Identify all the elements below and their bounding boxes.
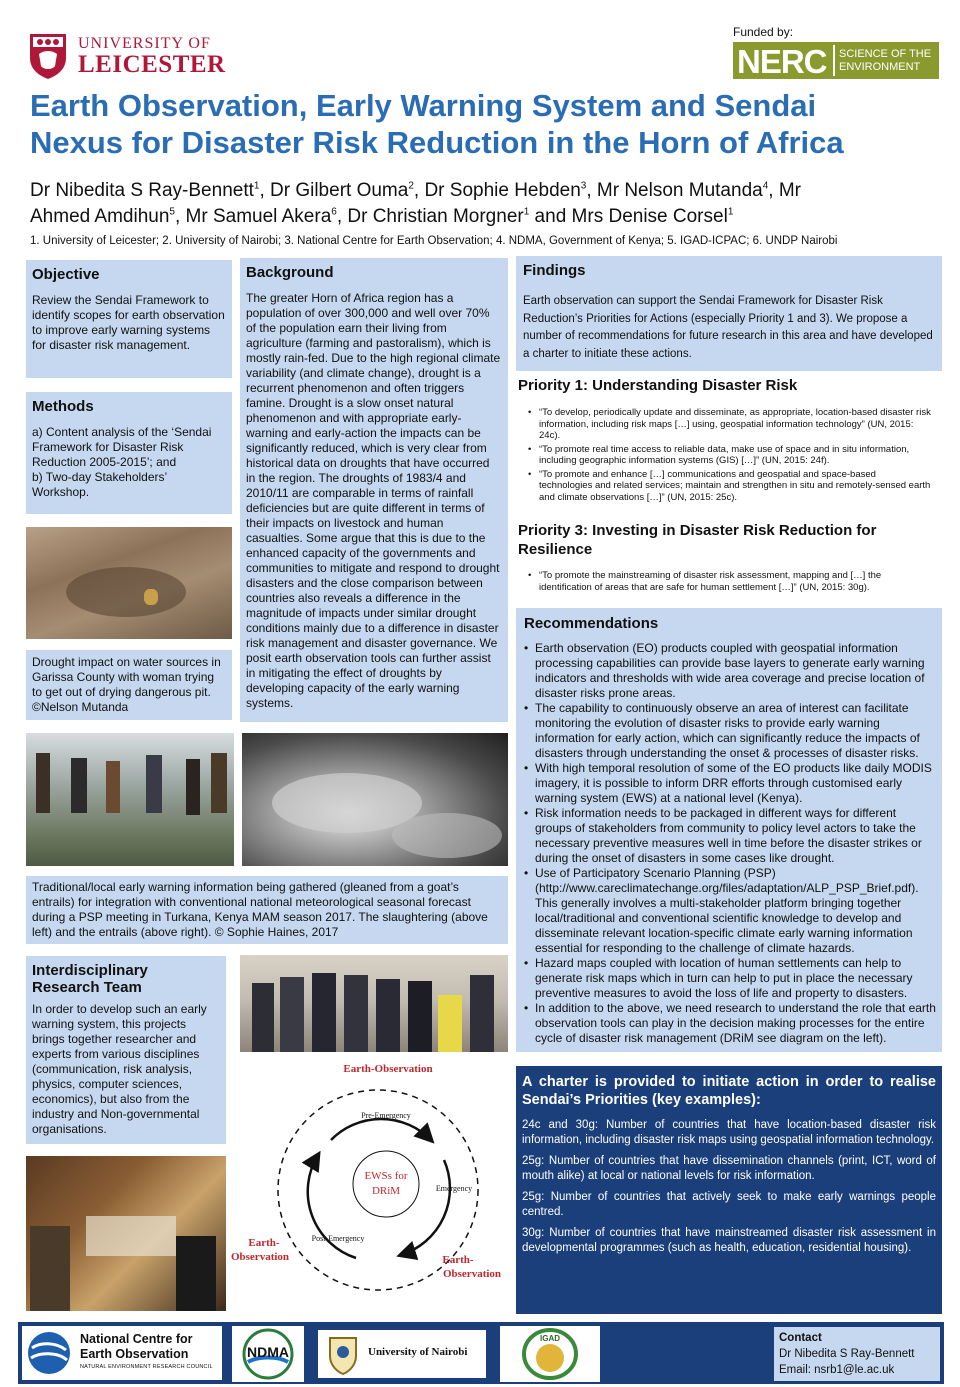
contact-email: Email: nsrb1@le.ac.uk	[779, 1364, 895, 1376]
person-shape	[106, 761, 120, 813]
diagram-label-top: Earth-Observation	[343, 1063, 433, 1075]
charter-title: A charter is provided to initiate action in order to realise Sendai’s Priorities (key examples):	[522, 1074, 936, 1108]
university-name-line2: LEICESTER	[78, 51, 226, 78]
author-affil: 6	[331, 206, 337, 218]
table-shape	[86, 1216, 176, 1256]
globe-icon	[26, 1330, 72, 1376]
person-shape	[146, 755, 162, 813]
priority1-list	[526, 407, 931, 505]
nairobi-text: University of Nairobi	[368, 1346, 468, 1358]
author-name: and Mrs Denise Corsel	[529, 206, 728, 227]
objective-text: Review the Sendai Framework to identify scopes for earth observation to improve early warning systems for disaster risk management.	[32, 293, 225, 352]
drought-caption: Drought impact on water sources in Garissa County with woman trying to get out of drying dangerous pit. ©Nelson Mutanda	[32, 655, 221, 714]
authors-line2	[30, 204, 940, 230]
person-shape	[252, 983, 274, 1052]
findings-panel	[516, 256, 942, 371]
team-panel	[26, 956, 226, 1144]
diagram-label-right-2: Observation	[442, 1268, 502, 1280]
charter-item: 24c and 30g: Number of countries that have location-based disaster risk information, including disaster risk maps using geospatial information technology.	[522, 1119, 936, 1146]
team-title-line1: Interdisciplinary	[32, 962, 148, 979]
priority3-title-line1: Priority 3: Investing in Disaster Risk Reduction for	[518, 522, 877, 539]
objective-panel	[26, 260, 232, 378]
team-group-photo	[240, 955, 508, 1052]
author-affil: 1	[523, 206, 530, 218]
person-shape	[144, 589, 158, 605]
recommendation-item: • The capability to continuously observe an area of interest can facilitate monitoring the evolution of disaster risks to provide early warning information for early action, which can significantly reduce the impacts of disasters through understanding the onset & processes of disaster risks.	[522, 701, 936, 761]
nceo-name-3: NATURAL ENVIRONMENT RESEARCH COUNCIL	[80, 1364, 213, 1370]
person-shape	[36, 753, 50, 813]
shield-icon	[28, 32, 68, 80]
background-title: Background	[246, 264, 334, 281]
priority3-item: • “To promote the mainstreaming of disaster risk assessment, mapping and […] the identification of areas that are safe for human settlement […]” (UN, 2015: 30g).	[526, 570, 931, 593]
diagram-label-emergency: Emergency	[435, 1184, 473, 1193]
author-name: , Mr Nelson Mutanda	[586, 180, 763, 201]
author-affil: 2	[408, 180, 414, 192]
charter-item: 25g: Number of countries that have dissemination channels (print, ICT, word of mouth alike) at local or national levels for risk information.	[522, 1155, 936, 1182]
team-title-line2: Research Team	[32, 979, 142, 996]
charter-panel	[516, 1066, 942, 1314]
author-name: Dr Nibedita S Ray-Bennett	[30, 180, 254, 201]
recommendation-item: • Earth observation (EO) products coupled with geospatial information processing capabilities can provide base layers to generate early warning indicators and thresholds with wide area coverage and precise location of disaster risks prone areas.	[522, 641, 936, 701]
author-name: , Dr Sophie Hebden	[413, 180, 581, 201]
drim-cycle-diagram	[226, 1060, 516, 1320]
priority1-title: Priority 1: Understanding Disaster Risk	[518, 377, 798, 394]
findings-title: Findings	[523, 262, 586, 279]
person-shape	[280, 977, 304, 1052]
team-text: In order to develop such an early warning system, this projects brings together researcher and experts from various disciplines (communication, risk analysis, physics, computer sciences, economics), but also from the industry and Non-governmental organisations.	[32, 1002, 207, 1136]
nerc-tagline-2: ENVIRONMENT	[839, 61, 921, 73]
poster-title	[30, 87, 930, 161]
diagram-label-left-2: Observation	[230, 1251, 290, 1263]
author-affil: 1	[727, 206, 734, 218]
recommendation-item: • Risk information needs to be packaged in different ways for different groups of stakeholders from community to policy level actors to take the necessary preventive measures well in time before the disaster strikes or during the onset of disasters in some cases like drought.	[522, 806, 936, 866]
author-name: , Mr Samuel Akera	[174, 206, 332, 227]
author-affil: 5	[169, 206, 175, 218]
ndma-text: NDMA	[247, 1344, 289, 1360]
author-affil: 1	[253, 180, 260, 192]
person-shape	[438, 995, 462, 1052]
person-shape	[344, 975, 368, 1052]
author-affil: 3	[580, 180, 587, 192]
methods-text-a: a) Content analysis of the ‘Sendai Framework for Disaster Risk Reduction 2005-2015’; and	[32, 425, 212, 469]
affiliations: 1. University of Leicester; 2. University of Nairobi; 3. National Centre for Earth Observation; 4. NDMA, Government of Kenya; 5. IGAD-ICPAC; 6. UNDP Nairobi	[30, 235, 838, 247]
person-shape	[312, 973, 336, 1052]
diagram-center-2: DRiM	[371, 1185, 401, 1197]
recommendations-list	[522, 641, 936, 1046]
person-shape	[30, 1226, 70, 1311]
university-logo	[28, 32, 238, 84]
nceo-name-2: Earth Observation	[80, 1347, 189, 1361]
funded-by-label: Funded by:	[733, 25, 794, 39]
charter-item: 30g: Number of countries that have mainstreamed disaster risk assessment in developmental programmes (such as health, education, residential housing).	[522, 1227, 936, 1254]
findings-text: Earth observation can support the Sendai Framework for Disaster Risk Reduction’s Priorities for Actions (especially Priority 1 and 3). We propose a number of recommendations for future research in this area and have developed a charter to initiate these actions.	[523, 295, 933, 360]
crest-icon	[322, 1332, 364, 1376]
recommendations-panel	[516, 608, 942, 1052]
recommendations-title: Recommendations	[524, 615, 659, 632]
person-shape	[408, 981, 432, 1052]
nerc-tagline-1: SCIENCE OF THE	[839, 48, 932, 60]
priority1-item: • “To promote and enhance […] communications and geospatial and space-based technologies and related services; maintain and strengthen in situ and remotely-sensed earth and climate observations […]” (UN, 2015: 25c).	[526, 469, 931, 504]
methods-title: Methods	[32, 398, 94, 415]
author-name: , Dr Gilbert Ouma	[259, 180, 409, 201]
recommendation-item: • In addition to the above, we need research to understand the role that earth observation tools can play in the decision making processes for the entire cycle of disaster risk management (DRiM see diagram on the left).	[522, 1001, 936, 1046]
contact-title: Contact	[779, 1332, 822, 1344]
traditional-caption-panel	[26, 876, 508, 944]
traditional-caption: Traditional/local early warning information being gathered (gleaned from a goat’s entrails) for integration with conventional national meteorological seasonal forecast during a PSP meeting in Turkana, Kenya MAM season 2017. The slaughtering (above left) and the entrails (above right). © Sophie Haines, 2017	[32, 880, 488, 939]
background-text: The greater Horn of Africa region has a population of over 300,000 and well over 70% of the population earn their living from agriculture (farming and pastoralism), which is mostly rain-fed. Due to the high regional climate variability (and climate change), drought is a recurrent phenomenon and often triggers famine. Drought is a slow onset natural phenomenon and with appropriate early-warning and early-action the impacts can be significantly reduced, which is very clear from historical data on droughts that have occurred in the region. The droughts of 1983/4 and 2010/11 are comparable in terms of rainfall deficiencies but are quite different in terms of their impacts on livestock and human casualties. Some argue that this is due to the enhanced capacity of the governments and communities to mitigate and respond to drought disasters and the close comparison between countries also reveals a difference in the magnitude of impacts under similar drought conditions mainly due to a difference in disaster risk management and disaster governance. We posit earth observation tools can further assist in mitigating the effect of droughts by developing capacity of the early warning systems.	[246, 291, 501, 710]
nerc-logo	[733, 42, 939, 79]
entrails-shape	[392, 813, 502, 858]
pit-shape	[66, 567, 186, 617]
nceo-logo	[22, 1326, 222, 1380]
contact-name: Dr Nibedita S Ray-Bennett	[779, 1348, 915, 1360]
poster-title-line1: Earth Observation, Early Warning System and Sendai	[30, 88, 817, 123]
contact-panel	[774, 1327, 940, 1381]
poster-title-line2: Nexus for Disaster Risk Reduction in the Horn of Africa	[30, 125, 844, 160]
nceo-name-1: National Centre for	[80, 1332, 193, 1346]
person-shape	[176, 1236, 216, 1311]
priority1-item: • “To promote real time access to reliable data, make use of space and in situ information, including geographic information systems (GIS) […]” (UN, 2015: 24f).	[526, 444, 931, 467]
university-name-line1: UNIVERSITY OF	[78, 35, 211, 52]
ndma-logo	[232, 1326, 304, 1382]
diagram-label-right-1: Earth-	[442, 1254, 474, 1266]
background-panel	[240, 258, 508, 722]
nairobi-logo	[318, 1330, 486, 1378]
diagram-center-1: EWSs for	[364, 1170, 408, 1182]
entrails-photo	[242, 733, 508, 866]
slaughter-photo	[26, 733, 234, 866]
priority1-item: • “To develop, periodically update and disseminate, as appropriate, location-based disaster risk information, including risk maps […] using, geospatial information technology” (UN, 2015: 24c).	[526, 407, 931, 442]
person-shape	[71, 758, 87, 813]
recommendation-item: • Hazard maps coupled with location of human settlements can help to generate risk maps which in turn can help to put in place the necessary preventive measures to avoid the loss of life and property to disasters.	[522, 956, 936, 1001]
drought-caption-panel	[26, 650, 232, 720]
authors-line1	[30, 178, 940, 204]
authors	[30, 178, 940, 230]
nerc-divider	[833, 45, 835, 76]
diagram-label-post: Post-Emergency	[311, 1234, 365, 1243]
diagram-label-pre: Pre-Emergency	[361, 1111, 411, 1120]
author-name: , Dr Christian Morgner	[336, 206, 524, 227]
igad-logo	[500, 1326, 600, 1382]
nerc-logo-text: NERC	[737, 43, 827, 80]
recommendation-item: • Use of Participatory Scenario Planning (PSP) (http://www.careclimatechange.org/files/adaptation/ALP_PSP_Brief.pdf). This generally involves a multi-stakeholder platform bringing together local/traditional and conventional scientific knowledge to develop and disseminate relevant location-specific climate early warning information essential for responding to the challenge of climate hazards.	[522, 866, 936, 956]
priority3-list	[526, 570, 931, 595]
person-shape	[376, 979, 400, 1052]
dinner-photo	[26, 1156, 226, 1311]
person-shape	[211, 753, 227, 813]
priority3-title	[518, 521, 938, 559]
objective-title: Objective	[32, 266, 100, 283]
charter-item: 25g: Number of countries that actively seek to make early warnings people centred.	[522, 1191, 936, 1218]
author-name: Ahmed Amdihun	[30, 206, 170, 227]
author-name: , Mr	[768, 180, 801, 201]
methods-panel	[26, 392, 232, 514]
drought-photo	[26, 527, 232, 639]
diagram-label-left-1: Earth-	[248, 1237, 280, 1249]
recommendation-item: • With high temporal resolution of some of the EO products like daily MODIS imagery, it is possible to inform DRR efforts through customised early warning system (EWS) at a national level (Kenya).	[522, 761, 936, 806]
igad-text: IGAD	[540, 1334, 560, 1343]
person-shape	[470, 975, 494, 1052]
author-affil: 4	[762, 180, 769, 192]
methods-text-b: b) Two-day Stakeholders’ Workshop.	[32, 470, 167, 499]
priority3-title-line2: Resilience	[518, 541, 593, 558]
person-shape	[186, 759, 200, 815]
